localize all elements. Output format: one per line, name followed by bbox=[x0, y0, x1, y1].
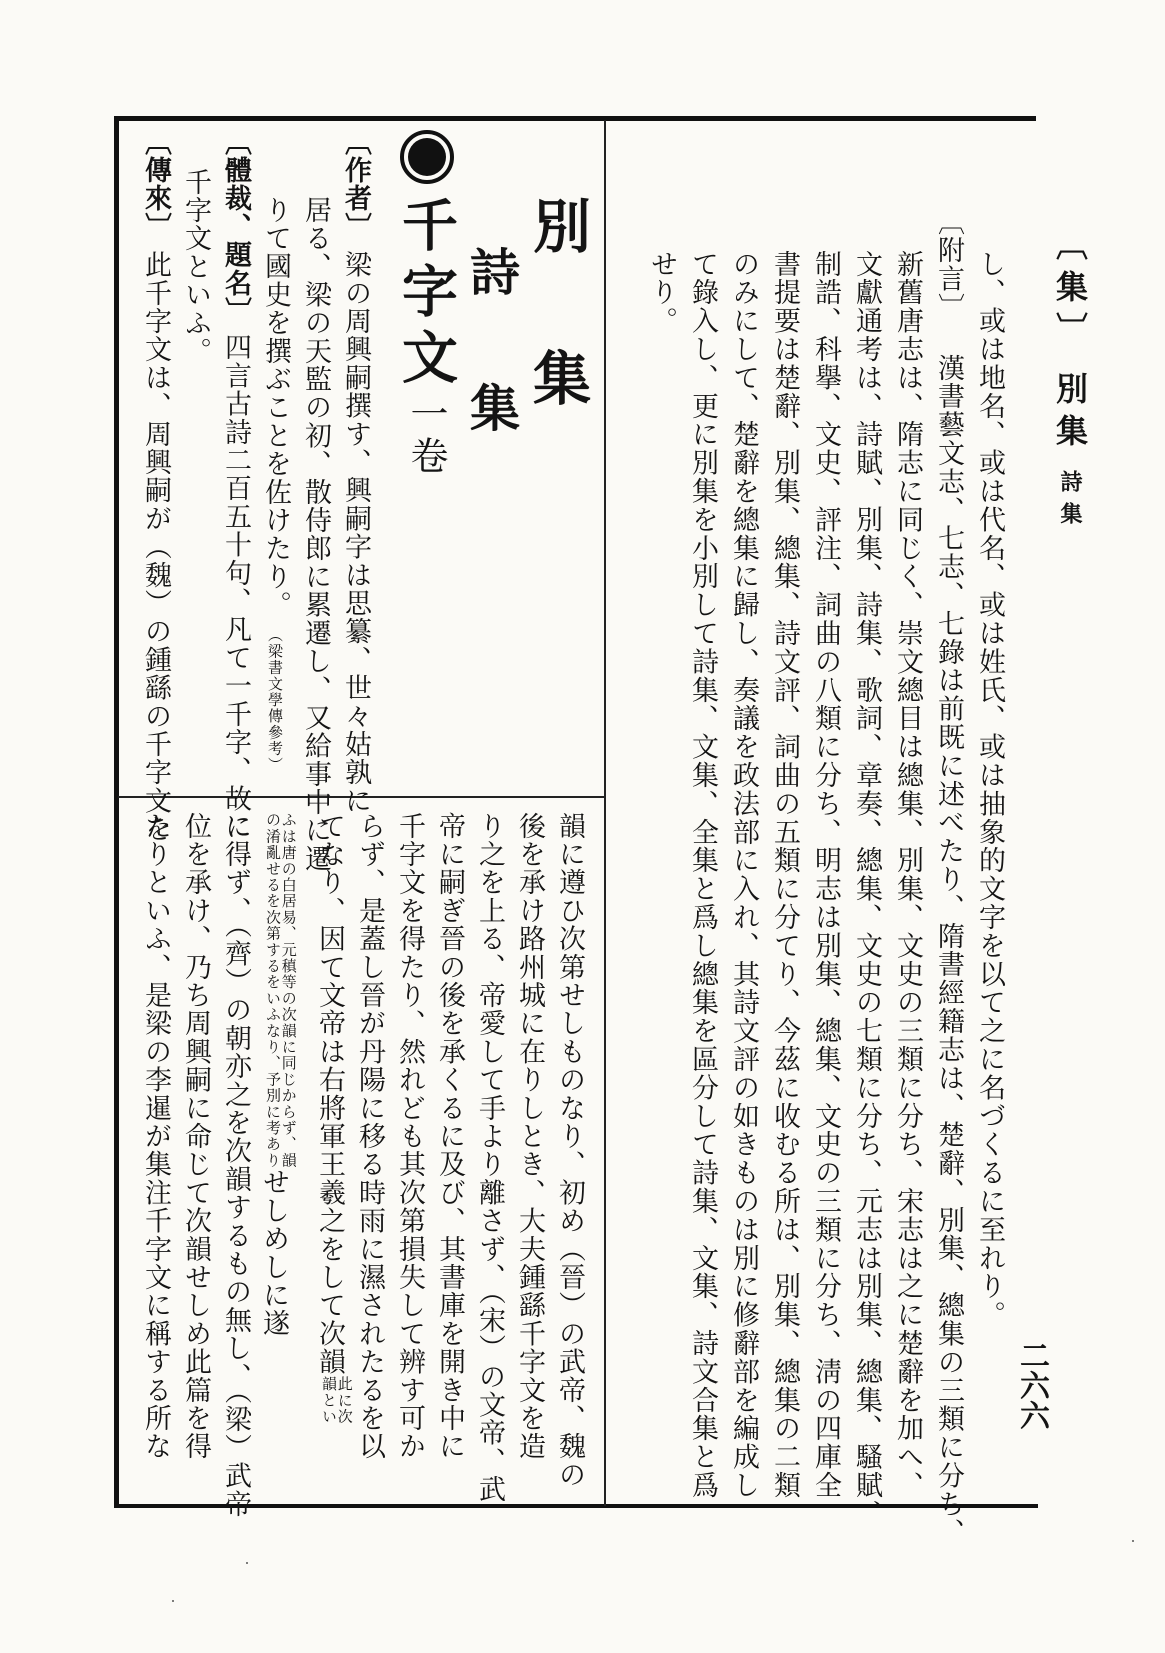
scan-speck bbox=[1132, 1540, 1134, 1542]
author-label: 〔作者〕 bbox=[340, 128, 371, 241]
right-text-line: 制誥、科擧、文史、評注、詞曲の八類に分ち、明志は別集、總集、文史の三類に分ち、淸の四庫全 bbox=[810, 250, 841, 1500]
lower-text-line bbox=[316, 812, 352, 1425]
transmission-line bbox=[142, 128, 169, 843]
interlinear-note: 此に次 韻とい bbox=[320, 1376, 354, 1425]
lower-text-line: たりといふ、是梁の李暹が集注千字文に稱する所な bbox=[140, 812, 171, 1461]
lower-text-line: 帝に嗣ぎ晉の後を承くるに及び、其書庫を開き中に bbox=[434, 812, 465, 1461]
lower-text-line: 韻に遵ひ次第せしものなり、初め（晉）の武帝、魏の bbox=[554, 812, 585, 1489]
page-number: 二六六 bbox=[1014, 1340, 1049, 1430]
right-text-line: 〔附言〕 漢書藝文志、七志、七錄は前既に述べたり、隋書經籍志は、楚辭、別集、總集の三類に分ち、 bbox=[933, 208, 964, 1547]
header-subsection: 詩集 bbox=[1057, 470, 1083, 534]
header-section: 別集 bbox=[1051, 372, 1089, 456]
author-text: りて國史を撰ぶことを佐けたり。 bbox=[260, 196, 291, 619]
right-text-line: のみにして、楚辭を總集に歸し、奏議を政法部に入れ、其詩文評の如きものは別に修辭部を編成し bbox=[728, 250, 759, 1500]
lower-text-line: に得ず、（齊）の朝亦之を次韻するもの無し、（梁）武帝 bbox=[220, 812, 251, 1519]
author-text: 梁の周興嗣撰す、興嗣字は思纂、世々姑孰に bbox=[340, 250, 371, 815]
lower-text-line: り之を上る、帝愛して手より離さず、（宋）の文帝、武 bbox=[474, 812, 505, 1504]
author-line: 居る、梁の天監の初、散侍郎に累遷し、又給事中に遷 bbox=[300, 196, 331, 873]
scan-speck bbox=[172, 1600, 174, 1602]
form-label: 〔體裁、題名〕 bbox=[220, 128, 251, 326]
bullet-icon bbox=[400, 130, 454, 184]
right-text-line: 書提要は楚辭、別集、總集、詩文評、詞曲の五類に分てり、今茲に收むる所は、別集、總集の二類 bbox=[769, 250, 800, 1500]
lower-text-line: 後を承け路州城に在りしとき、大夫鍾繇千字文を造 bbox=[514, 812, 545, 1461]
entry-volumes: 一卷 bbox=[404, 394, 448, 478]
right-text-line: 文獻通考は、詩賦、別集、詩集、歌詞、章奏、總集、文史の七類に分ち、元志は別集、總集、騷賦、 bbox=[851, 250, 882, 1528]
page-frame-left bbox=[114, 116, 119, 1508]
page-frame-top bbox=[118, 116, 1036, 121]
author-line bbox=[262, 196, 289, 773]
author-line bbox=[342, 128, 369, 815]
lower-text-head: てなり、因て文帝は右將軍王羲之をして次韻 bbox=[314, 812, 345, 1376]
lower-text-line: らず、是蓋し晉が丹陽に移る時雨に濕されたるを以 bbox=[354, 812, 385, 1461]
author-note: （梁書文學傳參考） bbox=[266, 627, 284, 773]
transmission-label: 〔傳來〕 bbox=[140, 128, 171, 241]
lower-text-tail: せしめしに遂 bbox=[258, 1168, 289, 1338]
section-title: 別 集 bbox=[523, 196, 591, 424]
page-frame-bottom bbox=[114, 1504, 1038, 1508]
entry-title bbox=[393, 196, 459, 478]
scan-speck bbox=[246, 1562, 248, 1564]
header-bracket-section: 〔集〕 bbox=[1051, 228, 1089, 354]
lower-text-line bbox=[260, 812, 296, 1338]
column-divider bbox=[604, 120, 606, 1506]
running-header bbox=[1051, 228, 1089, 534]
form-line: 千字文といふ。 bbox=[180, 168, 211, 366]
right-text-line: せり。 bbox=[646, 250, 677, 336]
right-text-line: て錄入し、更に別集を小別して詩集、文集、全集と爲し總集を區分して詩集、文集、詩文合集と爲 bbox=[687, 250, 718, 1500]
lower-text-line: 位を承け、乃ち周興嗣に命じて次韻せしめ此篇を得 bbox=[180, 812, 211, 1461]
form-line bbox=[222, 128, 249, 841]
transmission-text: 此千字文は、周興嗣が（魏）の鍾繇の千字文を bbox=[140, 250, 171, 844]
subsection-title: 詩 集 bbox=[462, 246, 521, 450]
entry-title-text: 千字文 bbox=[393, 196, 459, 394]
lower-text-line: 千字文を得たり、然れども其次第損失して辨す可か bbox=[394, 812, 425, 1461]
form-text: 四言古詩二百五十句、凡て一千字、故に bbox=[220, 333, 251, 842]
right-text-line: し、或は地名、或は代名、或は姓氏、或は抽象的文字を以て之に名づくるに至れり。 bbox=[974, 250, 1005, 1330]
right-text-line: 新舊唐志は、隋志に同じく、崇文總目は總集、別集、文史の三類に分ち、宋志は之に楚辭を加へ、 bbox=[892, 250, 923, 1500]
interlinear-note: ふは唐の白居易、元稹等の次韻に同じからず、韻 の淆亂せるを次第するをいふなり、予別に考あり bbox=[264, 812, 298, 1169]
